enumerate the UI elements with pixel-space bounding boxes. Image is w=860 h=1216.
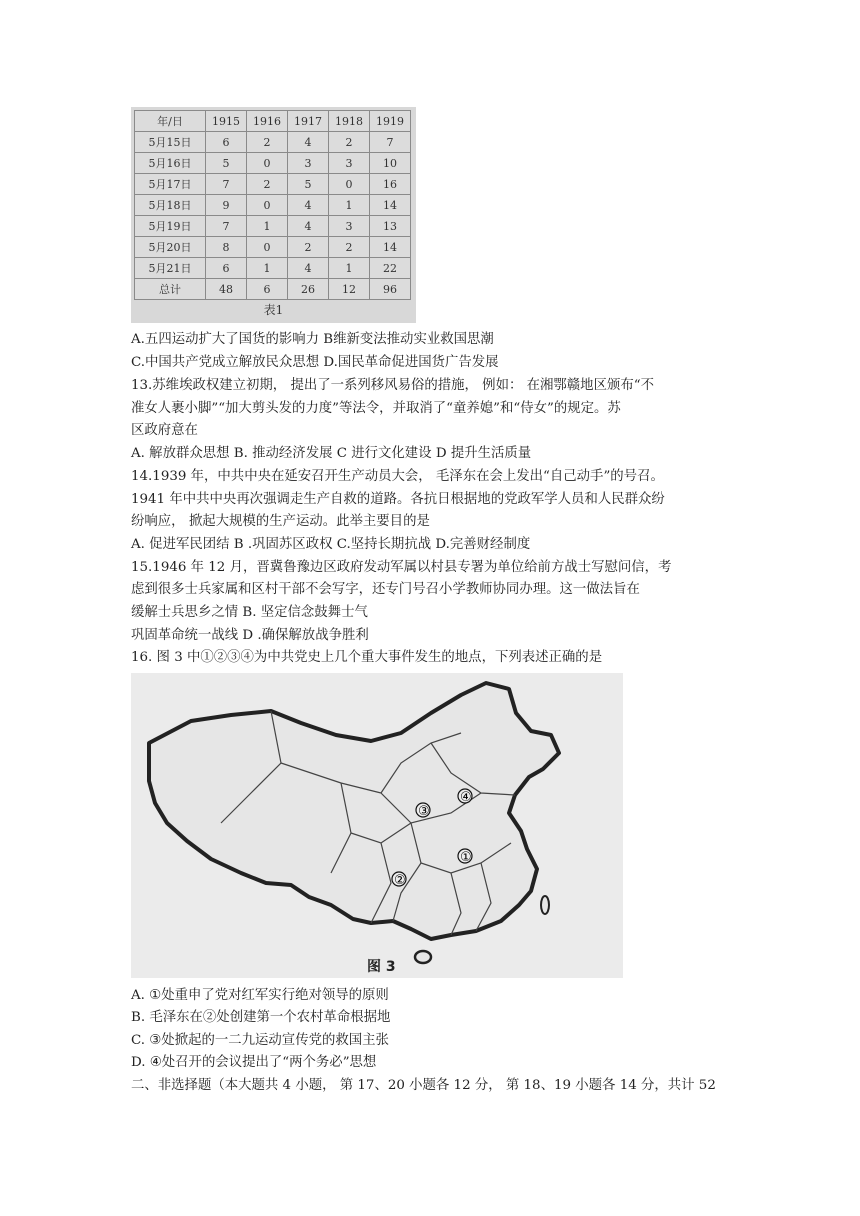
table-cell: 14 bbox=[370, 237, 411, 258]
table-header-cell: 1916 bbox=[247, 111, 288, 132]
taiwan-island bbox=[541, 896, 549, 914]
table-cell: 1 bbox=[247, 216, 288, 237]
table-cell: 5月17日 bbox=[135, 174, 206, 195]
marker-4-label: ④ bbox=[460, 790, 472, 805]
table-cell: 1 bbox=[329, 258, 370, 279]
table-total-row bbox=[135, 279, 411, 300]
table-cell: 5月21日 bbox=[135, 258, 206, 279]
table1-photo bbox=[131, 107, 416, 323]
table-cell: 10 bbox=[370, 153, 411, 174]
table-cell: 6 bbox=[247, 279, 288, 300]
table-cell: 5月18日 bbox=[135, 195, 206, 216]
table-cell: 0 bbox=[247, 237, 288, 258]
table-cell: 7 bbox=[206, 216, 247, 237]
q16-option-b: B. 毛泽东在②处创建第一个农村革命根据地 bbox=[131, 1010, 391, 1025]
q16-option-a: A. ①处重申了党对红军实行绝对领导的原则 bbox=[131, 988, 389, 1003]
q15-stem-line1: 15.1946 年 12 月，晋冀鲁豫边区政府发动军属以村县专署为单位给前方战士写慰问信，考 bbox=[131, 560, 672, 575]
table-cell: 6 bbox=[206, 258, 247, 279]
table-cell: 0 bbox=[247, 195, 288, 216]
q16-option-d: D. ④处召开的会议提出了“两个务必”思想 bbox=[131, 1055, 377, 1070]
table-cell: 12 bbox=[329, 279, 370, 300]
table-cell: 1 bbox=[247, 258, 288, 279]
table-cell: 14 bbox=[370, 195, 411, 216]
table-cell: 2 bbox=[247, 174, 288, 195]
q14-stem-line2: 1941 年中共中央再次强调走生产自救的道路。各抗日根据地的党政军学人员和人民群众纷 bbox=[131, 492, 665, 507]
table-cell: 4 bbox=[288, 258, 329, 279]
table-cell: 5月16日 bbox=[135, 153, 206, 174]
table-row bbox=[135, 195, 411, 216]
q13-stem-line1: 13.苏维埃政权建立初期， 提出了一系列移风易俗的措施， 例如： 在湘鄂赣地区颁布“不 bbox=[131, 378, 654, 393]
table-cell: 总计 bbox=[135, 279, 206, 300]
table-cell: 2 bbox=[329, 132, 370, 153]
table-cell: 4 bbox=[288, 195, 329, 216]
q15-stem-line2: 虑到很多士兵家属和区村干部不会写字，还专门号召小学教师协同办理。这一做法旨在 bbox=[131, 582, 640, 597]
table-row bbox=[135, 153, 411, 174]
table-cell: 1 bbox=[329, 195, 370, 216]
table-cell: 2 bbox=[329, 237, 370, 258]
table-header-cell: 1917 bbox=[288, 111, 329, 132]
table-header-cell: 1919 bbox=[370, 111, 411, 132]
table-row bbox=[135, 216, 411, 237]
table-cell: 2 bbox=[288, 237, 329, 258]
table-cell: 3 bbox=[329, 153, 370, 174]
table-cell: 13 bbox=[370, 216, 411, 237]
table-cell: 7 bbox=[370, 132, 411, 153]
table-header-cell: 1915 bbox=[206, 111, 247, 132]
section2-heading: 二、非选择题（本大题共 4 小题， 第 17、20 小题各 12 分， 第 18、19 小题各 14 分，共计 52 bbox=[131, 1078, 716, 1093]
hainan-island bbox=[415, 951, 431, 963]
q14-stem-line1: 14.1939 年，中共中央在延安召开生产动员大会， 毛泽东在会上发出“自己动手”的号召。 bbox=[131, 469, 664, 484]
marker-3-label: ③ bbox=[418, 804, 430, 819]
table-row bbox=[135, 258, 411, 279]
q14-options: A. 促进军民团结 B .巩固苏区政权 C.坚持长期抗战 D.完善财经制度 bbox=[131, 537, 531, 552]
table-cell: 3 bbox=[288, 153, 329, 174]
table-cell: 9 bbox=[206, 195, 247, 216]
q14-stem-line3: 纷响应， 掀起大规模的生产运动。此举主要目的是 bbox=[131, 514, 430, 529]
table-row bbox=[135, 132, 411, 153]
map-caption: 图 3 bbox=[367, 959, 396, 975]
table-cell: 3 bbox=[329, 216, 370, 237]
table-cell: 0 bbox=[329, 174, 370, 195]
table-caption: 表1 bbox=[263, 303, 284, 317]
table-cell: 5 bbox=[206, 153, 247, 174]
q12-options-cd: C.中国共产党成立解放民众思想 D.国民革命促进国货广告发展 bbox=[131, 355, 499, 370]
table-cell: 2 bbox=[247, 132, 288, 153]
table-cell: 5月20日 bbox=[135, 237, 206, 258]
marker-1-label: ① bbox=[460, 850, 472, 865]
table-cell: 4 bbox=[288, 216, 329, 237]
table-cell: 5 bbox=[288, 174, 329, 195]
table-cell: 5月19日 bbox=[135, 216, 206, 237]
china-map-figure bbox=[131, 673, 623, 978]
table-cell: 0 bbox=[247, 153, 288, 174]
q13-options: A. 解放群众思想 B. 推动经济发展 C 进行文化建设 D 提升生活质量 bbox=[131, 446, 532, 461]
table1 bbox=[134, 110, 411, 300]
marker-2-label: ② bbox=[394, 873, 406, 888]
q15-options-cd: 巩固革命统一战线 D .确保解放战争胜利 bbox=[131, 628, 369, 643]
china-outline bbox=[149, 683, 559, 939]
table-cell: 22 bbox=[370, 258, 411, 279]
table-cell: 48 bbox=[206, 279, 247, 300]
table-header-row bbox=[135, 111, 411, 132]
table-cell: 6 bbox=[206, 132, 247, 153]
table-cell: 7 bbox=[206, 174, 247, 195]
china-map-svg bbox=[131, 673, 623, 978]
table-row bbox=[135, 237, 411, 258]
q16-option-c: C. ③处掀起的一二九运动宣传党的救国主张 bbox=[131, 1033, 389, 1048]
q13-stem-line3: 区政府意在 bbox=[131, 423, 198, 438]
q15-options-ab: 缓解士兵思乡之情 B. 坚定信念鼓舞士气 bbox=[131, 605, 368, 620]
table-cell: 5月15日 bbox=[135, 132, 206, 153]
q12-options-ab: A.五四运动扩大了国货的影响力 B维新变法推动实业救国思潮 bbox=[131, 332, 494, 347]
table-cell: 8 bbox=[206, 237, 247, 258]
q16-stem: 16. 图 3 中①②③④为中共党史上几个重大事件发生的地点，下列表述正确的是 bbox=[131, 650, 603, 665]
table-cell: 16 bbox=[370, 174, 411, 195]
table-header-cell: 年/日 bbox=[135, 111, 206, 132]
table-cell: 96 bbox=[370, 279, 411, 300]
q13-stem-line2: 准女人裹小脚”“加大剪头发的力度”等法令，并取消了“童养媳”和“侍女”的规定。苏 bbox=[131, 401, 621, 416]
table-cell: 26 bbox=[288, 279, 329, 300]
table-row bbox=[135, 174, 411, 195]
table-cell: 4 bbox=[288, 132, 329, 153]
table-header-cell: 1918 bbox=[329, 111, 370, 132]
